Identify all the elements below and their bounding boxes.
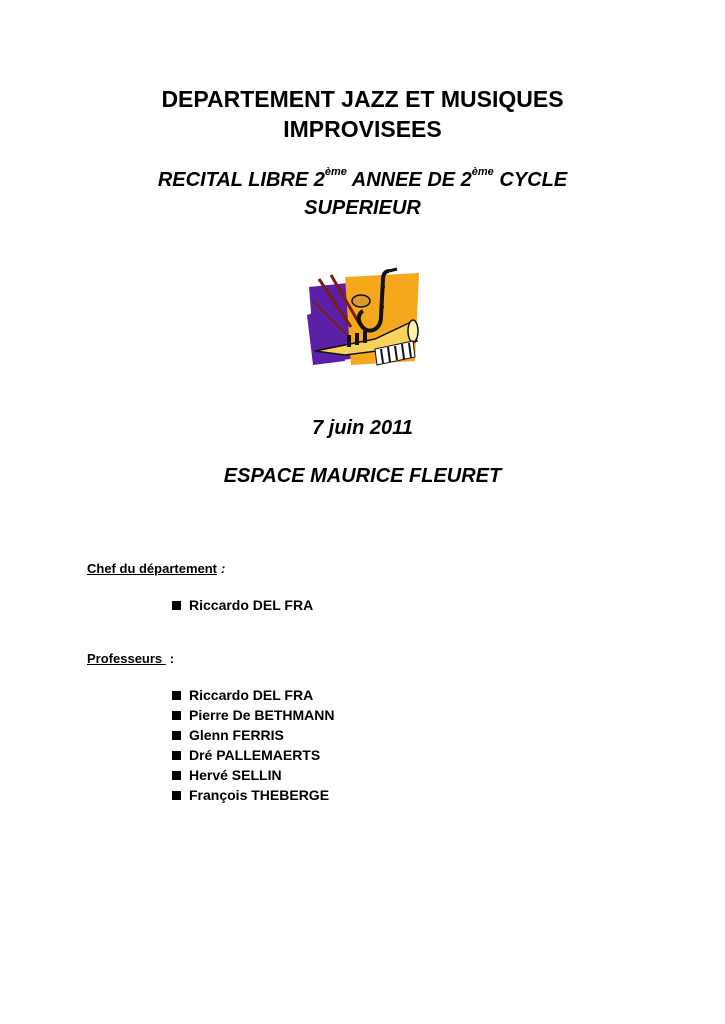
list-item xyxy=(172,725,334,745)
square-bullet-icon xyxy=(172,711,181,720)
department-head-label xyxy=(87,561,225,576)
subtitle-part-1: RECITAL LIBRE 2 xyxy=(157,169,325,191)
teachers-label-text: Professeurs xyxy=(87,651,166,666)
teachers-list xyxy=(172,685,334,805)
subtitle-part-3: CYCLE xyxy=(493,169,568,191)
list-item-text: Riccardo DEL FRA xyxy=(189,597,314,613)
square-bullet-icon xyxy=(172,751,181,760)
list-item xyxy=(172,685,334,705)
page-title xyxy=(0,84,725,144)
subtitle-line-2: SUPERIEUR xyxy=(304,197,421,219)
subtitle-part-2: ANNEE DE 2 xyxy=(346,169,472,191)
department-head-list xyxy=(172,595,313,615)
square-bullet-icon xyxy=(172,731,181,740)
list-item-text: Pierre De BETHMANN xyxy=(189,707,335,723)
list-item-text: Glenn FERRIS xyxy=(189,727,284,743)
department-head-label-text: Chef du département xyxy=(87,561,218,576)
subtitle-sup-1: ème xyxy=(324,166,347,179)
jazz-instruments-icon xyxy=(305,265,421,367)
event-venue: ESPACE MAURICE FLEURET xyxy=(223,465,502,487)
title-line-2: IMPROVISEES xyxy=(283,116,442,142)
subtitle-sup-2: ème xyxy=(471,166,494,179)
event-date: 7 juin 2011 xyxy=(312,417,413,439)
department-head-colon: : xyxy=(221,561,226,576)
square-bullet-icon xyxy=(172,691,181,700)
square-bullet-icon xyxy=(172,771,181,780)
teachers-colon: : xyxy=(169,651,175,666)
subtitle-line-1 xyxy=(0,166,725,194)
list-item xyxy=(172,745,334,765)
page-subtitle xyxy=(0,166,725,222)
list-item xyxy=(172,705,334,725)
list-item xyxy=(172,785,334,805)
teachers-label xyxy=(87,651,174,666)
list-item-text: Hervé SELLIN xyxy=(189,767,282,783)
list-item-text: Dré PALLEMAERTS xyxy=(189,747,321,763)
list-item xyxy=(172,595,313,615)
square-bullet-icon xyxy=(172,601,181,610)
square-bullet-icon xyxy=(172,791,181,800)
list-item-text: Riccardo DEL FRA xyxy=(189,687,314,703)
title-line-1: DEPARTEMENT JAZZ ET MUSIQUES xyxy=(161,86,564,112)
list-item xyxy=(172,765,334,785)
list-item-text: François THEBERGE xyxy=(189,787,330,803)
